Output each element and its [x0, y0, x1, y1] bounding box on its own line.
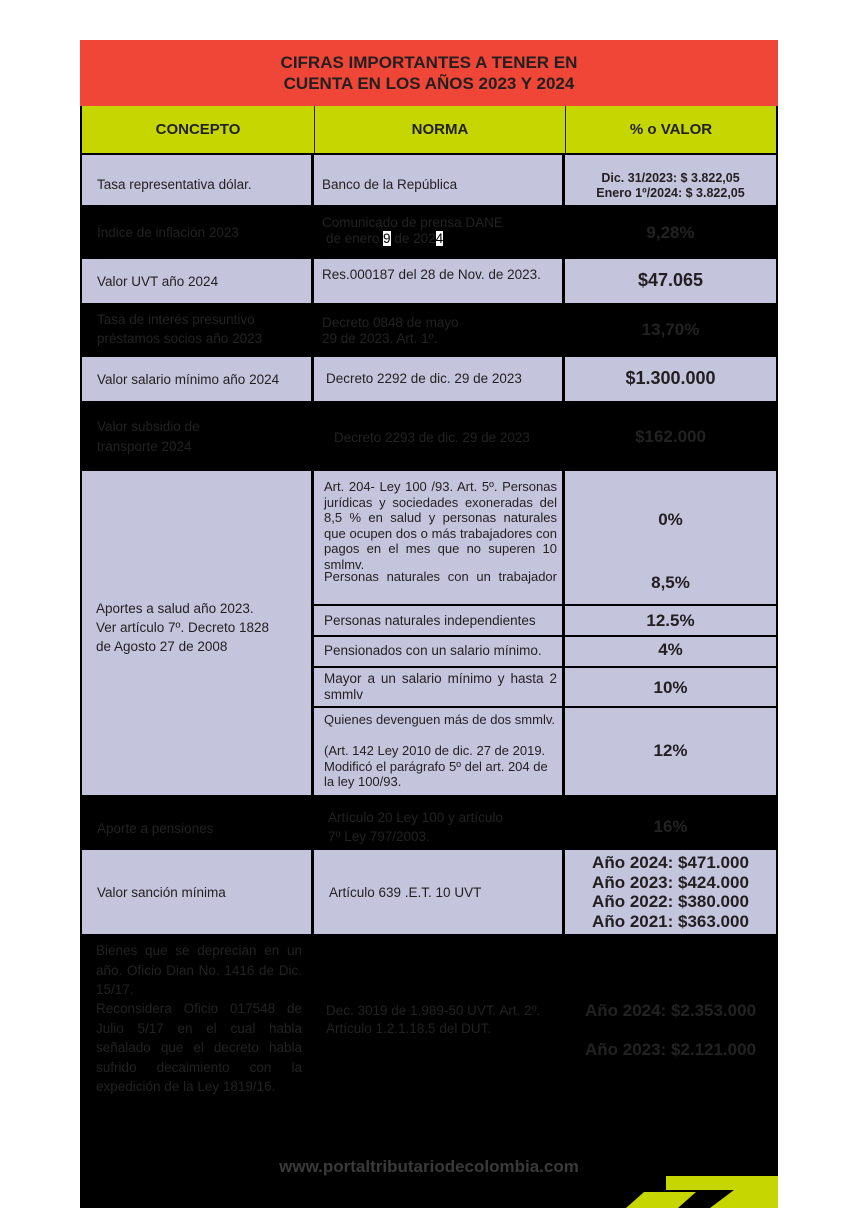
- accent-stripe: [626, 1176, 778, 1208]
- title-banner: [80, 40, 778, 106]
- valor-text: 12%: [653, 741, 688, 760]
- norma-line-1: Dec. 3019 de 1.989-50 UVT. Art. 2º.: [326, 1003, 541, 1018]
- valor-text: $162.000: [635, 427, 706, 446]
- salud-sub-2-valor: [565, 606, 776, 635]
- norma-text: Mayor a un salario mínimo y hasta 2 smmlv: [324, 671, 557, 702]
- norma-text: de enero: [326, 231, 384, 246]
- valor-text: 4%: [658, 640, 683, 659]
- row-trm-norma: [314, 155, 562, 205]
- concepto-line-1: Valor subsidio de: [97, 419, 200, 434]
- concepto-line-1: Tasa de interés presuntivo: [97, 312, 255, 327]
- salud-sub-4-valor: [565, 668, 776, 706]
- column-header-concepto: CONCEPTO: [155, 121, 241, 138]
- salud-sub-1-norma: [314, 471, 562, 604]
- valor-text: Año 2023: $424.000: [592, 872, 749, 892]
- norma-text: de 202: [390, 231, 436, 246]
- norma-line-2: [326, 231, 443, 247]
- norma-line-2: 29 de 2023. Art. 1º.: [322, 331, 438, 346]
- concepto-line-2: Reconsidera Oficio 017548 de Julio 5/17 en el cual habla señalado que el decreto habla sufrido decaimiento con la expedición de la Ley 1819/16.: [96, 1001, 302, 1094]
- salud-sub-3-valor: [565, 637, 776, 666]
- column-header-valor: % o VALOR: [629, 121, 713, 138]
- valor-text: 9,28%: [646, 223, 695, 242]
- valor-line-1: Dic. 31/2023: $ 3.822,05: [601, 171, 740, 185]
- concepto-text: Índice de inflación 2023: [97, 225, 239, 240]
- row-uvt-norma: [314, 259, 562, 303]
- norma-highlight: 9: [383, 231, 391, 246]
- norma-text: Art. 204- Ley 100 /93. Art. 5º. Personas jurídicas y sociedades exoneradas del 8,5 % en salud y personas naturales que ocupen dos o más trabajadores con pagos en el mes que no superen 10 smlmv.: [324, 479, 557, 572]
- norma-line-1: Comunicado de prensa DANE: [322, 215, 503, 230]
- row-salario-concepto: [82, 357, 311, 401]
- row-bienes-concepto: [82, 936, 311, 1116]
- valor-text: Año 2024: $471.000: [592, 853, 749, 872]
- row-transporte-concepto: [82, 403, 311, 469]
- norma-line-2: 7º Ley 797/2003.: [328, 829, 430, 844]
- norma-text: (Art. 142 Ley 2010 de dic. 27 de 2019. Modificó el parágrafo 5º del art. 204 de la ley 100/93.: [324, 743, 548, 789]
- column-header-row: [82, 106, 776, 153]
- salud-sub-4-norma: [314, 668, 562, 706]
- row-interes-valor: [565, 305, 776, 355]
- salud-sub-3-norma: [314, 637, 562, 666]
- row-pensiones-concepto: [82, 797, 311, 848]
- row-interes-concepto: [82, 305, 311, 355]
- row-sancion-valor: [565, 850, 776, 934]
- valor-text: Año 2021: $363.000: [592, 911, 749, 931]
- norma-text: Personas naturales independientes: [324, 613, 536, 628]
- column-header-norma: NORMA: [411, 121, 469, 138]
- row-sancion-norma: [314, 850, 562, 934]
- salud-sub-2-norma: [314, 606, 562, 635]
- norma-text: Res.000187 del 28 de Nov. de 2023.: [322, 267, 541, 282]
- norma-text: Decreto 2292 de dic. 29 de 2023: [326, 371, 522, 386]
- salud-sub-5-norma: [314, 708, 562, 795]
- concepto-line-3: de Agosto 27 de 2008: [96, 639, 228, 654]
- row-bienes-norma: [314, 936, 562, 1116]
- row-interes-norma: [314, 305, 562, 355]
- concepto-text: Valor sanción mínima: [97, 885, 226, 900]
- row-pensiones-norma: [314, 797, 562, 848]
- document: [80, 40, 778, 1208]
- norma-text: Quienes devenguen más de dos smmlv.: [324, 712, 555, 727]
- valor-text: 13,70%: [641, 320, 700, 339]
- row-uvt-valor: [565, 259, 776, 303]
- norma-text: Pensionados con un salario mínimo.: [324, 643, 542, 658]
- norma-text: Decreto 2293 de dic. 29 de 2023: [334, 430, 530, 445]
- concepto-line-2: Ver artículo 7º. Decreto 1828: [96, 620, 270, 635]
- valor-text: $47.065: [637, 270, 704, 290]
- concepto-text: Tasa representativa dólar.: [97, 177, 252, 192]
- concepto-text: Valor UVT año 2024: [97, 274, 219, 289]
- salud-sub-1-valor: [565, 471, 776, 604]
- footer-url: www.portaltributariodecolombia.com: [279, 1157, 579, 1176]
- salud-sub-5-valor: [565, 708, 776, 795]
- concepto-line-2: transporte 2024: [97, 439, 192, 454]
- valor-text: Año 2023: $2.121.000: [584, 1040, 757, 1059]
- valor-line-2: Enero 1º/2024: $ 3.822,05: [596, 186, 745, 200]
- valor-text: 12.5%: [646, 611, 695, 630]
- concepto-line-1: Aportes a salud año 2023.: [96, 601, 254, 616]
- row-inflacion-norma: [314, 207, 562, 257]
- norma-text: Banco de la República: [322, 177, 458, 192]
- row-inflacion-valor: [565, 207, 776, 257]
- row-transporte-norma: [314, 403, 562, 469]
- row-salud-concepto: [82, 471, 311, 795]
- concepto-text: Valor salario mínimo año 2024: [97, 372, 280, 387]
- title-line-1: CIFRAS IMPORTANTES A TENER EN: [280, 53, 578, 72]
- norma-text: Personas naturales con un trabajador: [324, 569, 557, 584]
- norma-text: Artículo 639 .E.T. 10 UVT: [329, 885, 482, 900]
- row-trm-concepto: [82, 155, 311, 205]
- norma-line-1: Decreto 0848 de mayo: [322, 315, 459, 330]
- valor-text: 16%: [653, 817, 688, 836]
- concepto-text: Aporte a pensiones: [97, 821, 214, 836]
- row-transporte-valor: [565, 403, 776, 469]
- concepto-line-2: préstamos socios año 2023: [97, 331, 263, 346]
- concepto-line-1: Bienes que se deprecian en un año. Oficio Dian No. 1416 de Dic. 15/17.: [96, 943, 302, 997]
- valor-text: Año 2022: $380.000: [592, 892, 749, 911]
- title-line-2: CUENTA EN LOS AÑOS 2023 Y 2024: [283, 74, 575, 93]
- norma-highlight: 4: [435, 231, 444, 246]
- row-salario-norma: [314, 357, 562, 401]
- row-pensiones-valor: [565, 797, 776, 848]
- valor-text: Año 2024: $2.353.000: [584, 1001, 757, 1020]
- row-inflacion-concepto: [82, 207, 311, 257]
- row-trm-valor: [565, 155, 776, 205]
- row-uvt-concepto: [82, 259, 311, 303]
- norma-line-1: Artículo 20 Ley 100 y artículo: [328, 810, 503, 825]
- valor-text: $1.300.000: [625, 368, 716, 388]
- valor-text: 8,5%: [651, 573, 690, 592]
- valor-text: 0%: [658, 510, 683, 529]
- row-salario-valor: [565, 357, 776, 401]
- norma-line-2: Artículo 1.2.1.18.5 del DUT.: [326, 1021, 492, 1036]
- row-sancion-concepto: [82, 850, 311, 934]
- valor-text: 10%: [653, 678, 688, 697]
- row-bienes-valor: [565, 936, 776, 1116]
